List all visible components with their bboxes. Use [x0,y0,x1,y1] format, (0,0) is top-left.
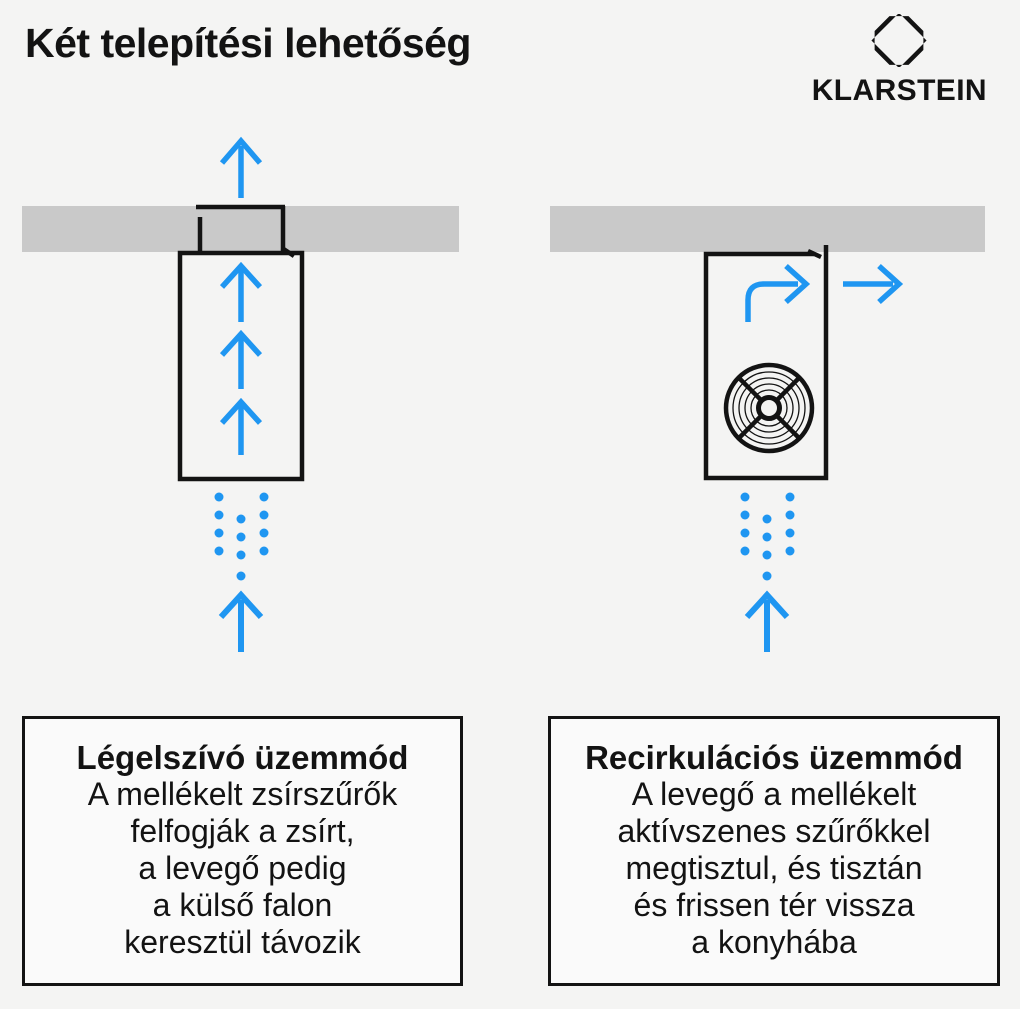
left-diagram-extraction [22,141,459,652]
caption-line: keresztül távozik [124,924,361,960]
arrow-up-icon [222,141,260,198]
dotted-airflow [215,493,269,581]
caption-line: aktívszenes szűrőkkel [617,813,931,849]
arrow-up-icon [222,266,260,322]
caption-line: a konyhába [691,924,857,960]
ceiling-right [550,206,985,252]
arrow-up-icon [221,595,261,652]
caption-title-recirculation: Recirkulációs üzemmód [585,739,963,776]
caption-box-extraction [22,716,463,986]
curved-right-arrow-icon [748,266,806,322]
hood-body-right [706,245,826,478]
ceiling-left [22,206,459,252]
arrow-right-icon [843,266,899,302]
caption-line: megtisztul, és tisztán [625,850,923,886]
caption-box-recirculation [548,716,1000,986]
caption-line: felfogják a zsírt, [130,813,355,849]
arrow-up-icon [747,595,787,652]
page-title: Két telepítési lehetőség [25,20,471,66]
caption-line: és frissen tér vissza [633,887,915,923]
caption-line: a levegő pedig [138,850,347,886]
caption-line: A mellékelt zsírszűrők [87,776,398,812]
right-diagram-recirculation [550,206,985,652]
caption-line: A levegő a mellékelt [631,776,917,812]
arrow-up-icon [222,334,260,389]
caption-title-extraction: Légelszívó üzemmód [76,739,409,776]
caption-line: a külső falon [152,887,333,923]
arrow-up-icon [222,402,260,455]
fan-grille-icon [726,365,812,451]
brand-wordmark: KLARSTEIN [811,74,987,107]
dotted-airflow [741,493,795,581]
